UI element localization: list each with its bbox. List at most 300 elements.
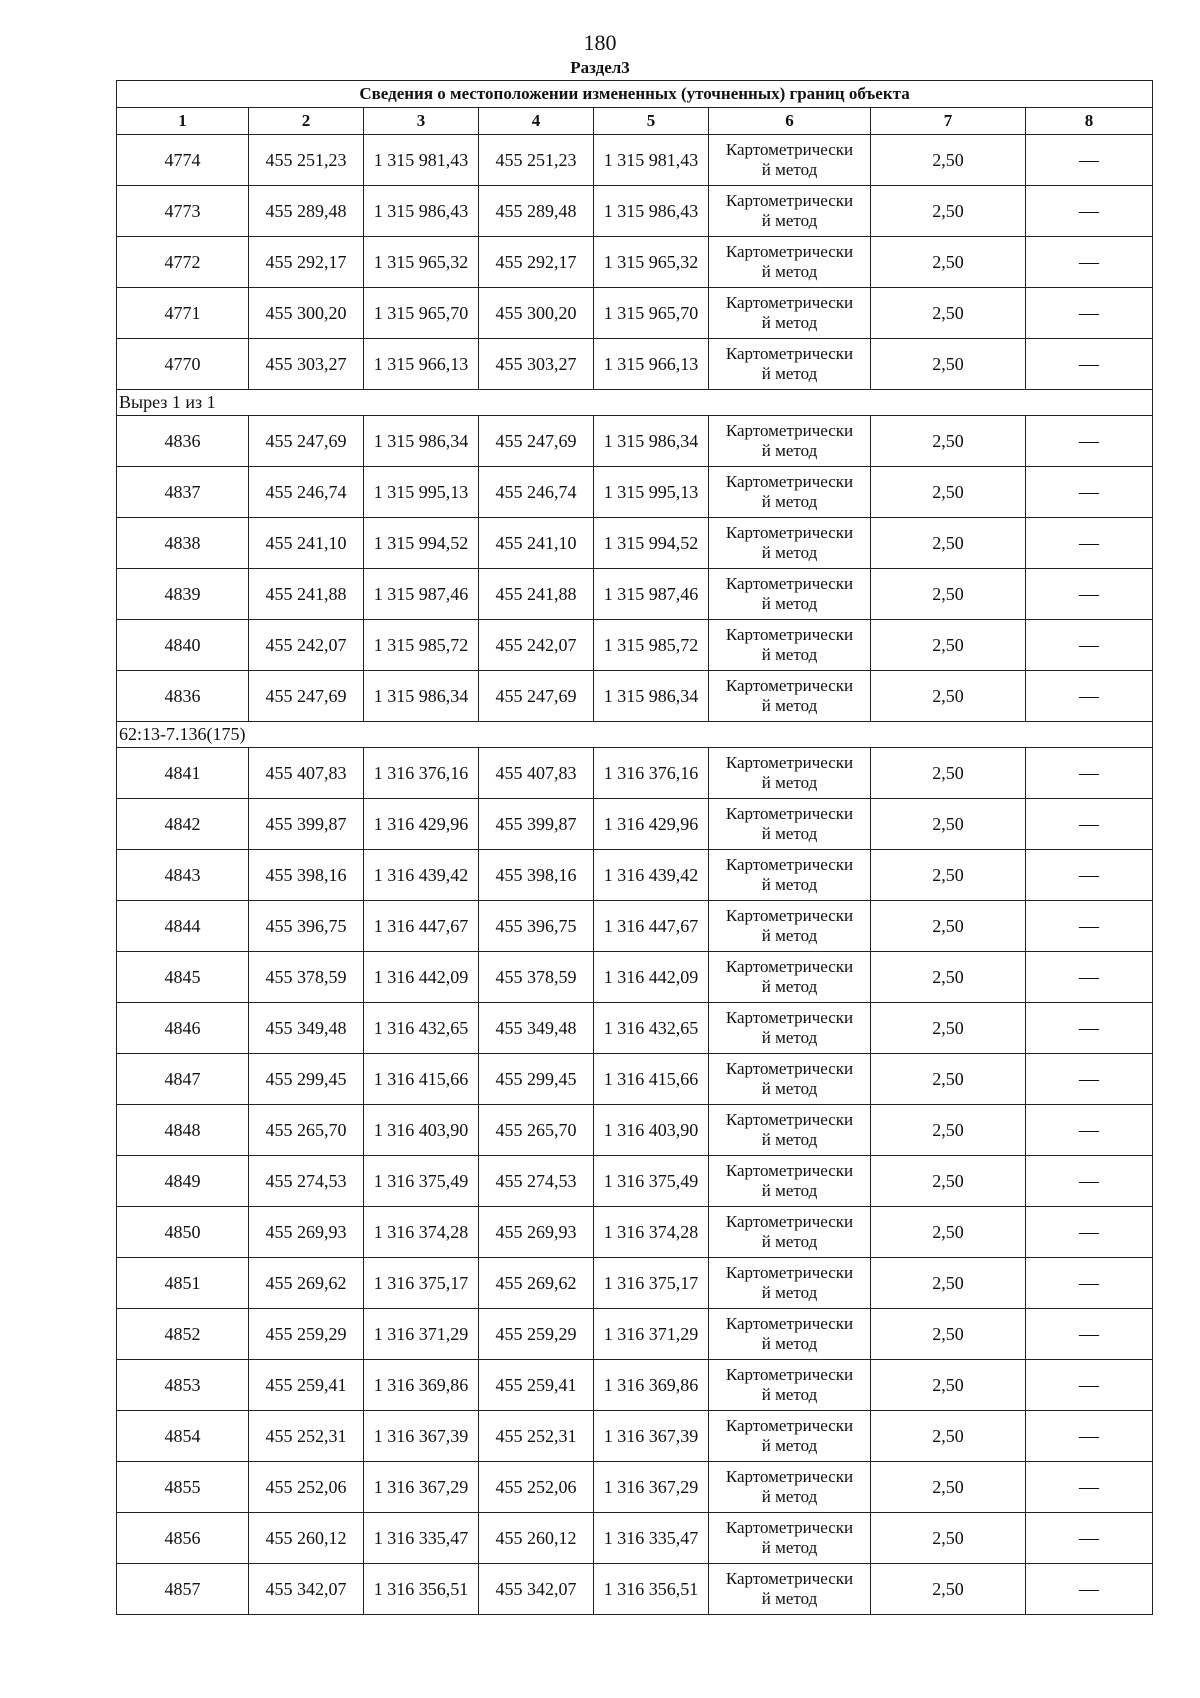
table-row xyxy=(117,799,1153,850)
accuracy-cell: 2,50 xyxy=(871,799,1026,850)
new-y-coordinate-cell: 1 316 335,47 xyxy=(594,1513,709,1564)
new-y-coordinate-cell: 1 316 367,29 xyxy=(594,1462,709,1513)
accuracy-cell: 2,50 xyxy=(871,1105,1026,1156)
method-line-2: й метод xyxy=(761,1028,818,1047)
method-line-1: Картометрически xyxy=(725,676,854,695)
new-x-coordinate-cell: 455 342,07 xyxy=(479,1564,594,1615)
accuracy-cell: 2,50 xyxy=(871,1156,1026,1207)
method-line-2: й метод xyxy=(761,441,818,460)
new-y-coordinate-cell: 1 316 403,90 xyxy=(594,1105,709,1156)
x-coordinate-cell: 455 259,29 xyxy=(249,1309,364,1360)
new-x-coordinate-cell: 455 378,59 xyxy=(479,952,594,1003)
point-number-cell: 4849 xyxy=(117,1156,249,1207)
y-coordinate-cell: 1 315 987,46 xyxy=(364,569,479,620)
group-header-row xyxy=(117,390,1153,416)
point-number-cell: 4850 xyxy=(117,1207,249,1258)
method-line-2: й метод xyxy=(761,875,818,894)
y-coordinate-cell: 1 315 995,13 xyxy=(364,467,479,518)
column-number: 8 xyxy=(1026,108,1153,135)
method-line-1: Картометрически xyxy=(725,1365,854,1384)
method-line-2: й метод xyxy=(761,1487,818,1506)
new-y-coordinate-cell: 1 315 965,32 xyxy=(594,237,709,288)
note-cell: — xyxy=(1026,952,1153,1003)
note-cell: — xyxy=(1026,850,1153,901)
point-number-cell: 4852 xyxy=(117,1309,249,1360)
note-cell: — xyxy=(1026,186,1153,237)
new-x-coordinate-cell: 455 303,27 xyxy=(479,339,594,390)
y-coordinate-cell: 1 316 356,51 xyxy=(364,1564,479,1615)
x-coordinate-cell: 455 246,74 xyxy=(249,467,364,518)
column-number: 2 xyxy=(249,108,364,135)
note-cell: — xyxy=(1026,237,1153,288)
note-cell: — xyxy=(1026,1309,1153,1360)
method-cell xyxy=(709,1156,871,1207)
x-coordinate-cell: 455 274,53 xyxy=(249,1156,364,1207)
new-y-coordinate-cell: 1 316 442,09 xyxy=(594,952,709,1003)
table-row xyxy=(117,1513,1153,1564)
new-y-coordinate-cell: 1 315 986,34 xyxy=(594,416,709,467)
new-y-coordinate-cell: 1 316 447,67 xyxy=(594,901,709,952)
method-line-2: й метод xyxy=(761,492,818,511)
y-coordinate-cell: 1 315 994,52 xyxy=(364,518,479,569)
accuracy-cell: 2,50 xyxy=(871,237,1026,288)
accuracy-cell: 2,50 xyxy=(871,748,1026,799)
new-y-coordinate-cell: 1 315 966,13 xyxy=(594,339,709,390)
accuracy-cell: 2,50 xyxy=(871,1564,1026,1615)
method-line-1: Картометрически xyxy=(725,625,854,644)
method-cell xyxy=(709,237,871,288)
x-coordinate-cell: 455 292,17 xyxy=(249,237,364,288)
note-cell: — xyxy=(1026,135,1153,186)
x-coordinate-cell: 455 252,31 xyxy=(249,1411,364,1462)
x-coordinate-cell: 455 251,23 xyxy=(249,135,364,186)
method-line-2: й метод xyxy=(761,594,818,613)
method-line-1: Картометрически xyxy=(725,344,854,363)
method-cell xyxy=(709,1564,871,1615)
new-x-coordinate-cell: 455 349,48 xyxy=(479,1003,594,1054)
new-y-coordinate-cell: 1 315 965,70 xyxy=(594,288,709,339)
accuracy-cell: 2,50 xyxy=(871,1003,1026,1054)
new-x-coordinate-cell: 455 252,06 xyxy=(479,1462,594,1513)
table-body xyxy=(117,135,1153,1615)
y-coordinate-cell: 1 315 981,43 xyxy=(364,135,479,186)
new-x-coordinate-cell: 455 398,16 xyxy=(479,850,594,901)
new-x-coordinate-cell: 455 407,83 xyxy=(479,748,594,799)
group-label: 62:13-7.136(175) xyxy=(117,722,1153,748)
method-line-1: Картометрически xyxy=(725,753,854,772)
method-line-1: Картометрически xyxy=(725,1569,854,1588)
section-title: Раздел3 xyxy=(570,58,630,77)
note-cell: — xyxy=(1026,901,1153,952)
accuracy-cell: 2,50 xyxy=(871,952,1026,1003)
accuracy-cell: 2,50 xyxy=(871,1258,1026,1309)
table-caption: Сведения о местоположении измененных (уточненных) границ объекта xyxy=(117,81,1153,108)
method-line-2: й метод xyxy=(761,364,818,383)
point-number-cell: 4772 xyxy=(117,237,249,288)
accuracy-cell: 2,50 xyxy=(871,850,1026,901)
new-x-coordinate-cell: 455 265,70 xyxy=(479,1105,594,1156)
point-number-cell: 4837 xyxy=(117,467,249,518)
note-cell: — xyxy=(1026,518,1153,569)
table-row xyxy=(117,1309,1153,1360)
method-cell xyxy=(709,1003,871,1054)
point-number-cell: 4770 xyxy=(117,339,249,390)
column-number: 1 xyxy=(117,108,249,135)
x-coordinate-cell: 455 289,48 xyxy=(249,186,364,237)
y-coordinate-cell: 1 316 375,49 xyxy=(364,1156,479,1207)
note-cell: — xyxy=(1026,288,1153,339)
method-line-1: Картометрически xyxy=(725,421,854,440)
method-cell xyxy=(709,416,871,467)
note-cell: — xyxy=(1026,799,1153,850)
accuracy-cell: 2,50 xyxy=(871,620,1026,671)
y-coordinate-cell: 1 316 442,09 xyxy=(364,952,479,1003)
group-header-row xyxy=(117,722,1153,748)
point-number-cell: 4838 xyxy=(117,518,249,569)
y-coordinate-cell: 1 315 965,70 xyxy=(364,288,479,339)
method-line-2: й метод xyxy=(761,1283,818,1302)
accuracy-cell: 2,50 xyxy=(871,467,1026,518)
method-cell xyxy=(709,901,871,952)
point-number-cell: 4853 xyxy=(117,1360,249,1411)
note-cell: — xyxy=(1026,1207,1153,1258)
method-line-1: Картометрически xyxy=(725,1059,854,1078)
method-line-1: Картометрически xyxy=(725,293,854,312)
point-number-cell: 4843 xyxy=(117,850,249,901)
note-cell: — xyxy=(1026,1003,1153,1054)
point-number-cell: 4856 xyxy=(117,1513,249,1564)
x-coordinate-cell: 455 378,59 xyxy=(249,952,364,1003)
accuracy-cell: 2,50 xyxy=(871,339,1026,390)
point-number-cell: 4851 xyxy=(117,1258,249,1309)
y-coordinate-cell: 1 316 371,29 xyxy=(364,1309,479,1360)
accuracy-cell: 2,50 xyxy=(871,518,1026,569)
method-line-1: Картометрически xyxy=(725,1314,854,1333)
method-line-1: Картометрически xyxy=(725,1161,854,1180)
y-coordinate-cell: 1 315 986,34 xyxy=(364,416,479,467)
table-row xyxy=(117,1207,1153,1258)
method-line-2: й метод xyxy=(761,926,818,945)
method-line-2: й метод xyxy=(761,1538,818,1557)
method-line-2: й метод xyxy=(761,1589,818,1608)
accuracy-cell: 2,50 xyxy=(871,671,1026,722)
method-line-1: Картометрически xyxy=(725,1416,854,1435)
note-cell: — xyxy=(1026,1513,1153,1564)
method-line-1: Картометрически xyxy=(725,855,854,874)
method-line-2: й метод xyxy=(761,160,818,179)
new-y-coordinate-cell: 1 316 429,96 xyxy=(594,799,709,850)
table-row xyxy=(117,135,1153,186)
new-y-coordinate-cell: 1 315 995,13 xyxy=(594,467,709,518)
column-number: 3 xyxy=(364,108,479,135)
group-label: Вырез 1 из 1 xyxy=(117,390,1153,416)
y-coordinate-cell: 1 316 369,86 xyxy=(364,1360,479,1411)
point-number-cell: 4771 xyxy=(117,288,249,339)
new-y-coordinate-cell: 1 315 986,43 xyxy=(594,186,709,237)
new-y-coordinate-cell: 1 316 415,66 xyxy=(594,1054,709,1105)
method-cell xyxy=(709,671,871,722)
accuracy-cell: 2,50 xyxy=(871,1411,1026,1462)
table-row xyxy=(117,620,1153,671)
new-x-coordinate-cell: 455 399,87 xyxy=(479,799,594,850)
method-cell xyxy=(709,1207,871,1258)
x-coordinate-cell: 455 247,69 xyxy=(249,671,364,722)
y-coordinate-cell: 1 316 439,42 xyxy=(364,850,479,901)
new-x-coordinate-cell: 455 241,88 xyxy=(479,569,594,620)
method-cell xyxy=(709,799,871,850)
note-cell: — xyxy=(1026,620,1153,671)
new-y-coordinate-cell: 1 316 367,39 xyxy=(594,1411,709,1462)
table-row xyxy=(117,748,1153,799)
note-cell: — xyxy=(1026,467,1153,518)
method-line-1: Картометрически xyxy=(725,1212,854,1231)
x-coordinate-cell: 455 252,06 xyxy=(249,1462,364,1513)
method-cell xyxy=(709,1309,871,1360)
new-x-coordinate-cell: 455 251,23 xyxy=(479,135,594,186)
table-row xyxy=(117,1156,1153,1207)
point-number-cell: 4846 xyxy=(117,1003,249,1054)
note-cell: — xyxy=(1026,748,1153,799)
coordinates-table xyxy=(116,80,1153,1615)
new-x-coordinate-cell: 455 252,31 xyxy=(479,1411,594,1462)
y-coordinate-cell: 1 315 986,43 xyxy=(364,186,479,237)
new-y-coordinate-cell: 1 315 987,46 xyxy=(594,569,709,620)
method-cell xyxy=(709,288,871,339)
table-row xyxy=(117,569,1153,620)
new-y-coordinate-cell: 1 315 985,72 xyxy=(594,620,709,671)
new-x-coordinate-cell: 455 260,12 xyxy=(479,1513,594,1564)
table-row xyxy=(117,288,1153,339)
x-coordinate-cell: 455 260,12 xyxy=(249,1513,364,1564)
method-line-1: Картометрически xyxy=(725,1008,854,1027)
point-number-cell: 4842 xyxy=(117,799,249,850)
new-x-coordinate-cell: 455 259,41 xyxy=(479,1360,594,1411)
accuracy-cell: 2,50 xyxy=(871,135,1026,186)
column-number: 4 xyxy=(479,108,594,135)
new-x-coordinate-cell: 455 269,62 xyxy=(479,1258,594,1309)
x-coordinate-cell: 455 247,69 xyxy=(249,416,364,467)
table-row xyxy=(117,1258,1153,1309)
point-number-cell: 4857 xyxy=(117,1564,249,1615)
accuracy-cell: 2,50 xyxy=(871,1462,1026,1513)
table-row xyxy=(117,467,1153,518)
y-coordinate-cell: 1 315 965,32 xyxy=(364,237,479,288)
note-cell: — xyxy=(1026,1564,1153,1615)
point-number-cell: 4841 xyxy=(117,748,249,799)
new-y-coordinate-cell: 1 316 371,29 xyxy=(594,1309,709,1360)
y-coordinate-cell: 1 315 966,13 xyxy=(364,339,479,390)
method-line-1: Картометрически xyxy=(725,523,854,542)
y-coordinate-cell: 1 316 429,96 xyxy=(364,799,479,850)
point-number-cell: 4773 xyxy=(117,186,249,237)
y-coordinate-cell: 1 316 335,47 xyxy=(364,1513,479,1564)
x-coordinate-cell: 455 342,07 xyxy=(249,1564,364,1615)
method-cell xyxy=(709,1054,871,1105)
column-number-row xyxy=(117,108,1153,135)
table-row xyxy=(117,186,1153,237)
note-cell: — xyxy=(1026,1411,1153,1462)
new-y-coordinate-cell: 1 315 986,34 xyxy=(594,671,709,722)
new-x-coordinate-cell: 455 247,69 xyxy=(479,671,594,722)
method-cell xyxy=(709,850,871,901)
note-cell: — xyxy=(1026,1105,1153,1156)
new-x-coordinate-cell: 455 289,48 xyxy=(479,186,594,237)
accuracy-cell: 2,50 xyxy=(871,1309,1026,1360)
method-line-2: й метод xyxy=(761,1334,818,1353)
new-y-coordinate-cell: 1 316 375,49 xyxy=(594,1156,709,1207)
new-x-coordinate-cell: 455 247,69 xyxy=(479,416,594,467)
x-coordinate-cell: 455 399,87 xyxy=(249,799,364,850)
method-cell xyxy=(709,1360,871,1411)
method-line-1: Картометрически xyxy=(725,472,854,491)
y-coordinate-cell: 1 316 415,66 xyxy=(364,1054,479,1105)
x-coordinate-cell: 455 265,70 xyxy=(249,1105,364,1156)
y-coordinate-cell: 1 316 367,29 xyxy=(364,1462,479,1513)
accuracy-cell: 2,50 xyxy=(871,1360,1026,1411)
x-coordinate-cell: 455 259,41 xyxy=(249,1360,364,1411)
method-line-2: й метод xyxy=(761,977,818,996)
method-line-2: й метод xyxy=(761,1079,818,1098)
method-line-1: Картометрически xyxy=(725,574,854,593)
new-x-coordinate-cell: 455 299,45 xyxy=(479,1054,594,1105)
table-row xyxy=(117,952,1153,1003)
method-line-1: Картометрически xyxy=(725,1467,854,1486)
new-y-coordinate-cell: 1 316 356,51 xyxy=(594,1564,709,1615)
method-line-2: й метод xyxy=(761,1232,818,1251)
method-line-2: й метод xyxy=(761,313,818,332)
new-y-coordinate-cell: 1 316 432,65 xyxy=(594,1003,709,1054)
column-number: 7 xyxy=(871,108,1026,135)
accuracy-cell: 2,50 xyxy=(871,901,1026,952)
method-line-2: й метод xyxy=(761,1181,818,1200)
y-coordinate-cell: 1 316 432,65 xyxy=(364,1003,479,1054)
table-row xyxy=(117,1462,1153,1513)
accuracy-cell: 2,50 xyxy=(871,569,1026,620)
point-number-cell: 4844 xyxy=(117,901,249,952)
y-coordinate-cell: 1 316 367,39 xyxy=(364,1411,479,1462)
table-row xyxy=(117,1360,1153,1411)
point-number-cell: 4839 xyxy=(117,569,249,620)
table-row xyxy=(117,237,1153,288)
point-number-cell: 4836 xyxy=(117,671,249,722)
new-x-coordinate-cell: 455 292,17 xyxy=(479,237,594,288)
accuracy-cell: 2,50 xyxy=(871,186,1026,237)
new-x-coordinate-cell: 455 396,75 xyxy=(479,901,594,952)
accuracy-cell: 2,50 xyxy=(871,416,1026,467)
new-y-coordinate-cell: 1 316 369,86 xyxy=(594,1360,709,1411)
x-coordinate-cell: 455 300,20 xyxy=(249,288,364,339)
new-x-coordinate-cell: 455 246,74 xyxy=(479,467,594,518)
point-number-cell: 4847 xyxy=(117,1054,249,1105)
method-line-1: Картометрически xyxy=(725,804,854,823)
x-coordinate-cell: 455 303,27 xyxy=(249,339,364,390)
new-y-coordinate-cell: 1 315 981,43 xyxy=(594,135,709,186)
method-line-2: й метод xyxy=(761,262,818,281)
new-x-coordinate-cell: 455 300,20 xyxy=(479,288,594,339)
new-x-coordinate-cell: 455 242,07 xyxy=(479,620,594,671)
point-number-cell: 4848 xyxy=(117,1105,249,1156)
method-cell xyxy=(709,748,871,799)
new-x-coordinate-cell: 455 259,29 xyxy=(479,1309,594,1360)
table-row xyxy=(117,339,1153,390)
point-number-cell: 4836 xyxy=(117,416,249,467)
accuracy-cell: 2,50 xyxy=(871,1054,1026,1105)
y-coordinate-cell: 1 316 447,67 xyxy=(364,901,479,952)
x-coordinate-cell: 455 241,88 xyxy=(249,569,364,620)
x-coordinate-cell: 455 241,10 xyxy=(249,518,364,569)
y-coordinate-cell: 1 316 375,17 xyxy=(364,1258,479,1309)
x-coordinate-cell: 455 299,45 xyxy=(249,1054,364,1105)
method-cell xyxy=(709,518,871,569)
y-coordinate-cell: 1 316 376,16 xyxy=(364,748,479,799)
new-x-coordinate-cell: 455 269,93 xyxy=(479,1207,594,1258)
new-y-coordinate-cell: 1 316 439,42 xyxy=(594,850,709,901)
method-cell xyxy=(709,339,871,390)
method-cell xyxy=(709,952,871,1003)
note-cell: — xyxy=(1026,569,1153,620)
table-row xyxy=(117,416,1153,467)
method-line-2: й метод xyxy=(761,1385,818,1404)
method-line-1: Картометрически xyxy=(725,957,854,976)
method-cell xyxy=(709,1411,871,1462)
method-cell xyxy=(709,1462,871,1513)
x-coordinate-cell: 455 398,16 xyxy=(249,850,364,901)
table-row xyxy=(117,1564,1153,1615)
method-cell xyxy=(709,467,871,518)
note-cell: — xyxy=(1026,416,1153,467)
y-coordinate-cell: 1 315 985,72 xyxy=(364,620,479,671)
table-caption-row xyxy=(117,81,1153,108)
method-cell xyxy=(709,620,871,671)
column-number: 5 xyxy=(594,108,709,135)
method-line-2: й метод xyxy=(761,696,818,715)
new-x-coordinate-cell: 455 274,53 xyxy=(479,1156,594,1207)
method-line-2: й метод xyxy=(761,773,818,792)
point-number-cell: 4854 xyxy=(117,1411,249,1462)
new-x-coordinate-cell: 455 241,10 xyxy=(479,518,594,569)
method-line-1: Картометрически xyxy=(725,1518,854,1537)
table-row xyxy=(117,901,1153,952)
new-y-coordinate-cell: 1 316 374,28 xyxy=(594,1207,709,1258)
point-number-cell: 4855 xyxy=(117,1462,249,1513)
method-cell xyxy=(709,1105,871,1156)
note-cell: — xyxy=(1026,1156,1153,1207)
note-cell: — xyxy=(1026,1360,1153,1411)
note-cell: — xyxy=(1026,339,1153,390)
method-cell xyxy=(709,135,871,186)
note-cell: — xyxy=(1026,1462,1153,1513)
new-y-coordinate-cell: 1 316 376,16 xyxy=(594,748,709,799)
page-number: 180 xyxy=(583,30,617,55)
method-cell xyxy=(709,569,871,620)
table-row xyxy=(117,850,1153,901)
method-cell xyxy=(709,186,871,237)
note-cell: — xyxy=(1026,1054,1153,1105)
x-coordinate-cell: 455 396,75 xyxy=(249,901,364,952)
table-row xyxy=(117,671,1153,722)
x-coordinate-cell: 455 349,48 xyxy=(249,1003,364,1054)
method-line-2: й метод xyxy=(761,211,818,230)
x-coordinate-cell: 455 242,07 xyxy=(249,620,364,671)
table-row xyxy=(117,518,1153,569)
method-line-1: Картометрически xyxy=(725,191,854,210)
x-coordinate-cell: 455 407,83 xyxy=(249,748,364,799)
new-y-coordinate-cell: 1 315 994,52 xyxy=(594,518,709,569)
x-coordinate-cell: 455 269,62 xyxy=(249,1258,364,1309)
method-line-2: й метод xyxy=(761,1436,818,1455)
accuracy-cell: 2,50 xyxy=(871,1513,1026,1564)
table-row xyxy=(117,1105,1153,1156)
